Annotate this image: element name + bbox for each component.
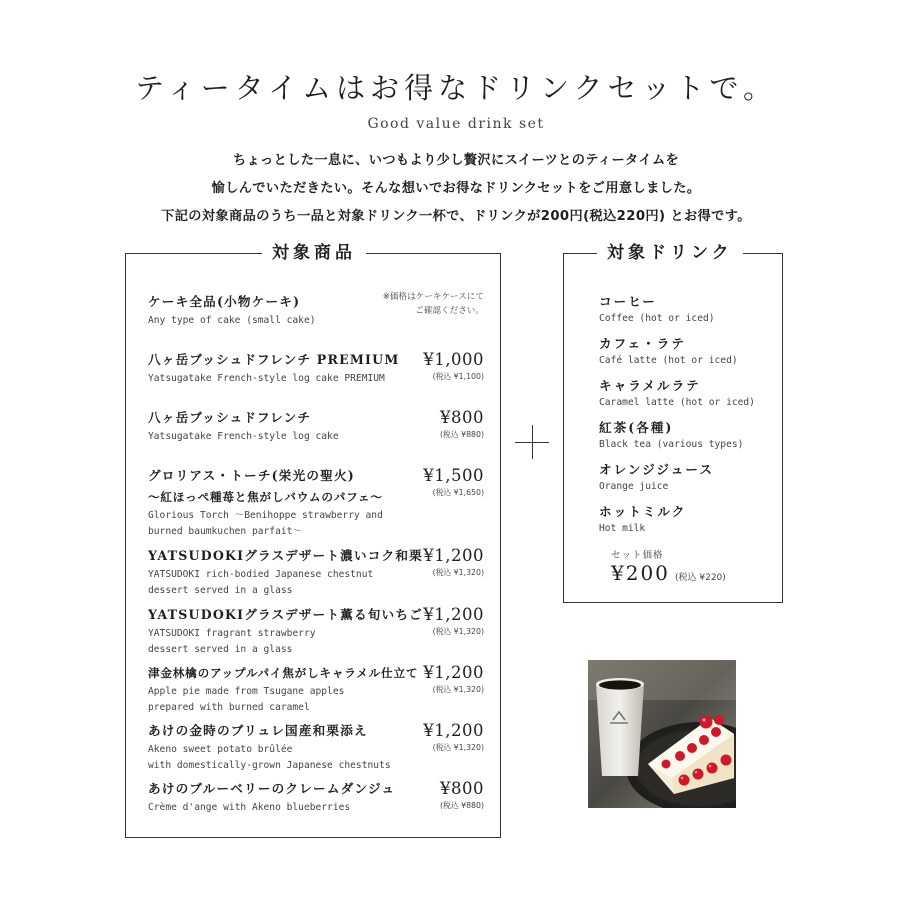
set-price-value: ¥200 xyxy=(611,561,670,585)
drink-name-ja: オレンジジュース xyxy=(599,462,714,477)
plus-icon xyxy=(532,425,533,459)
coffee-and-cake-image xyxy=(588,660,736,808)
product-price-tax: (税込 ¥880) xyxy=(440,801,484,810)
products-heading: 対象商品 xyxy=(262,242,366,264)
product-price: ¥800 xyxy=(440,779,484,798)
drink-name-en: Caramel latte (hot or iced) xyxy=(599,397,755,408)
product-price: ¥1,200 xyxy=(423,546,484,565)
drink-name-en: Café latte (hot or iced) xyxy=(599,355,738,366)
drink-name-en: Black tea (various types) xyxy=(599,439,744,450)
page-title: ティータイムはお得なドリンクセットで。 xyxy=(135,71,777,105)
product-price: ¥1,200 xyxy=(423,721,484,740)
product-price: ¥1,000 xyxy=(423,350,484,369)
product-price: ¥1,200 xyxy=(423,605,484,624)
page-subtitle: Good value drink set xyxy=(367,116,545,132)
product-name-en: Apple pie made from Tsugane apples prepared with burned caramel xyxy=(148,686,345,713)
product-price-tax: (税込 ¥1,320) xyxy=(432,685,484,694)
product-item xyxy=(148,409,484,445)
product-name-ja: あけの金時のブリュレ国産和栗添え xyxy=(148,723,368,738)
product-name-ja: 八ヶ岳ブッシュドフレンチ xyxy=(148,410,312,425)
drink-name-ja: ホットミルク xyxy=(599,504,687,519)
product-subname-ja: 〜紅ほっぺ種苺と焦がしバウムのパフェ〜 xyxy=(148,490,383,504)
intro-line-2: 愉しんでいただきたい。そんな想いでお得なドリンクセットをご用意しました。 xyxy=(211,181,701,196)
product-name-ja: YATSUDOKIグラスデザート薫る旬いちご xyxy=(148,607,423,622)
product-item xyxy=(148,606,484,658)
intro-text xyxy=(0,147,912,231)
product-price-tax: (税込 ¥1,320) xyxy=(432,627,484,636)
product-price-tax: (税込 ¥1,650) xyxy=(432,488,484,497)
product-name-en: YATSUDOKI fragrant strawberry dessert served in a glass xyxy=(148,628,316,655)
product-price-tax: (税込 ¥1,100) xyxy=(432,372,484,381)
product-name-en: Crème d'ange with Akeno blueberries xyxy=(148,802,351,813)
drink-name-en: Orange juice xyxy=(599,481,669,492)
intro-line-1: ちょっとした一息に、いつもより少し贅沢にスイーツとのティータイムを xyxy=(232,153,680,168)
drink-item xyxy=(599,461,769,495)
intro-line-3: 下記の対象商品のうち一品と対象ドリンク一杯で、ドリンクが200円(税込220円) とお得です。 xyxy=(161,209,751,224)
product-name-en: Yatsugatake French-style log cake xyxy=(148,431,339,442)
drink-item xyxy=(599,335,769,369)
drink-name-ja: 紅茶(各種) xyxy=(599,420,674,435)
product-item xyxy=(148,351,484,387)
drink-item xyxy=(599,419,769,453)
product-item xyxy=(148,722,484,774)
product-name-ja: グロリアス・トーチ(栄光の聖火) xyxy=(148,468,355,483)
drink-name-ja: キャラメルラテ xyxy=(599,378,701,393)
product-item xyxy=(148,664,484,716)
product-price: ¥1,200 xyxy=(423,663,484,682)
drink-name-en: Hot milk xyxy=(599,523,646,534)
set-price-label: セット価格 xyxy=(611,550,664,561)
product-name-en: Akeno sweet potato brûlée with domestically-grown Japanese chestnuts xyxy=(148,744,391,771)
product-price-tax: (税込 ¥1,320) xyxy=(432,743,484,752)
product-name-en: Any type of cake (small cake) xyxy=(148,315,316,326)
product-name-ja: ケーキ全品(小物ケーキ) xyxy=(148,294,301,309)
product-price: ¥1,500 xyxy=(423,466,484,485)
set-price xyxy=(611,561,726,585)
product-name-ja: 津金林檎のアップルパイ焦がしキャラメル仕立て xyxy=(148,666,419,680)
product-name-en: YATSUDOKI rich-bodied Japanese chestnut dessert served in a glass xyxy=(148,569,374,596)
product-name-ja: 八ヶ岳ブッシュドフレンチ PREMIUM xyxy=(148,352,400,367)
set-price-tax: (税込 ¥220) xyxy=(675,573,726,583)
product-name-en: Glorious Torch 〜Benihoppe strawberry and burned baumkuchen parfait〜 xyxy=(148,510,383,537)
product-item xyxy=(148,780,484,816)
product-price: ¥800 xyxy=(440,408,484,427)
drink-item xyxy=(599,377,769,411)
product-item xyxy=(148,547,484,599)
drink-name-en: Coffee (hot or iced) xyxy=(599,313,715,324)
product-item xyxy=(148,293,484,329)
price-note: ※価格はケーキケースにて ご確認ください。 xyxy=(382,292,484,316)
drink-name-ja: カフェ・ラテ xyxy=(599,336,686,351)
drink-item xyxy=(599,503,769,537)
drink-name-ja: コーヒー xyxy=(599,294,657,309)
product-item xyxy=(148,467,484,540)
drink-set-photo xyxy=(588,660,736,808)
product-name-en: Yatsugatake French-style log cake PREMIUM xyxy=(148,373,385,384)
drink-item xyxy=(599,293,769,327)
drinks-heading: 対象ドリンク xyxy=(597,242,743,264)
product-price-tax: (税込 ¥1,320) xyxy=(432,568,484,577)
product-name-ja: YATSUDOKIグラスデザート濃いコク和栗 xyxy=(148,548,423,563)
product-name-ja: あけのブルーベリーのクレームダンジュ xyxy=(148,781,396,796)
product-price-tax: (税込 ¥880) xyxy=(440,430,484,439)
